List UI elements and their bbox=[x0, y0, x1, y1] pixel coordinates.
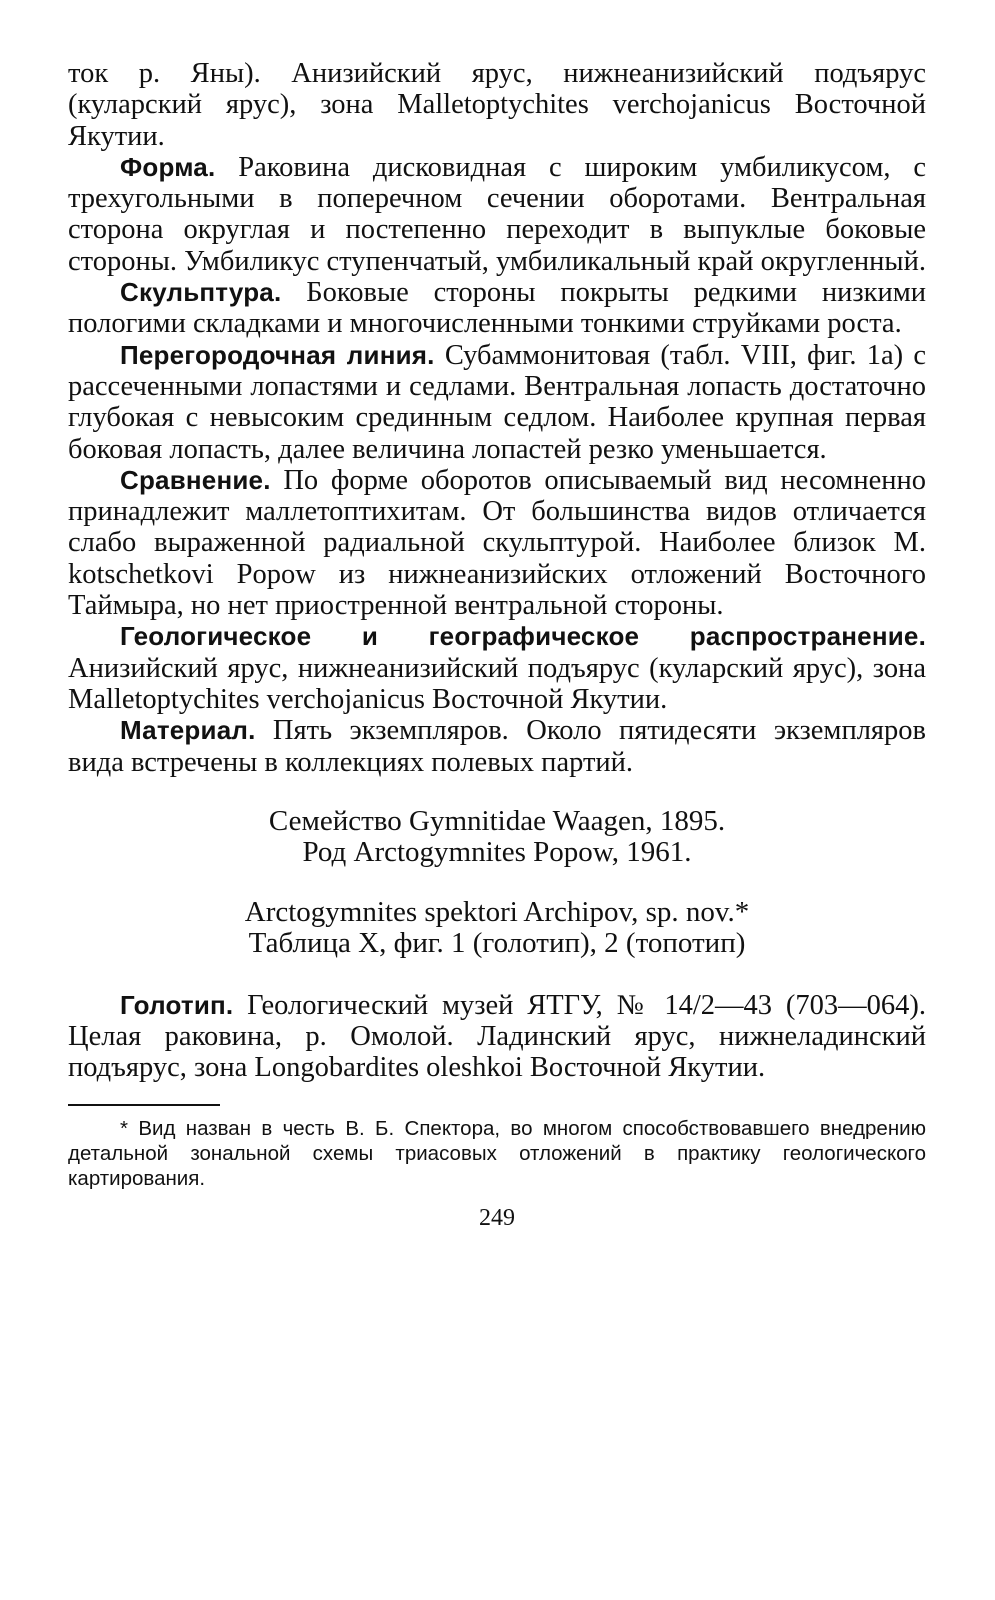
shape-heading: Форма. bbox=[120, 151, 216, 182]
suture-line-text: Субаммонитовая (табл. VIII, фиг. 1а) с рассеченными лопастями и седлами. Вентральная лопасть достаточно глубокая с невысоким срединным седлом. Наиболее крупная первая боковая лопасть, далее величина лопастей резко уменьшается. bbox=[68, 339, 927, 465]
plate-reference: Таблица X, фиг. 1 (голотип), 2 (топотип) bbox=[248, 927, 746, 960]
intro-paragraph: ток р. Яны). Анизийский ярус, нижнеанизийский подъярус (куларский ярус), зона Malletoptychites verchojanicus Восточной Якутии. bbox=[68, 58, 926, 152]
suture-line-heading: Перегородочная линия. bbox=[120, 339, 435, 370]
footnote: * Вид назван в честь В. Б. Спектора, во многом способствовавшего внедрению детальной зональной схемы триасовых отложений в практику геологического картирования. bbox=[68, 1116, 926, 1190]
page-number: 249 bbox=[479, 1204, 515, 1231]
species-title: Arctogymnites spektori Archipov, sp. nov.* bbox=[244, 895, 750, 928]
comparison-text: По форме оборотов описываемый вид несомненно принадлежит маллетоптихитам. От большинства видов отличается слабо выраженной радиальной скульптурой. Наиболее близок M. kotschetkovi Popow из нижнеанизийских отложений Восточного Таймыра, но нет приостренной вентральной стороны. bbox=[68, 464, 926, 622]
sculpture-heading: Скульптура. bbox=[120, 277, 282, 308]
material-paragraph bbox=[68, 715, 926, 778]
footnote-divider bbox=[68, 1104, 220, 1106]
holotype-text: Геологический музей ЯТГУ, № 14/2—43 (703—064). Целая раковина, р. Омолой. Ладинский ярус, нижнеладинский подъярус, зона Longobardites oleshkoi Восточной Якутии. bbox=[68, 989, 926, 1084]
distribution-paragraph bbox=[68, 621, 926, 715]
distribution-heading: Геологическое и географическое распространение. bbox=[120, 621, 926, 652]
shape-text: Раковина дисковидная с широким умбиликусом, с трехугольными в поперечном сечении оборотами. Вентральная сторона округлая и постепенно переходит в выпуклые боковые стороны. Умбиликус ступенчатый, умбиликальный край округленный. bbox=[68, 151, 926, 277]
genus-title: Род Arctogymnites Popow, 1961. bbox=[302, 836, 692, 869]
distribution-text: Анизийский ярус, нижнеанизийский подъярус (куларский ярус), зона Malletoptychites verchojanicus Восточной Якутии. bbox=[68, 652, 926, 715]
family-title: Семейство Gymnitidae Waagen, 1895. bbox=[268, 804, 726, 837]
comparison-paragraph bbox=[68, 465, 926, 621]
material-text: Пять экземпляров. Около пятидесяти экземпляров вида встречены в коллекциях полевых партий. bbox=[68, 715, 926, 778]
sculpture-text: Боковые стороны покрыты редкими низкими пологими складками и многочисленными тонкими струйками роста. bbox=[68, 277, 926, 340]
holotype-paragraph bbox=[68, 990, 926, 1084]
sculpture-paragraph bbox=[68, 277, 926, 340]
suture-line-paragraph bbox=[68, 340, 926, 465]
document-page bbox=[68, 58, 926, 1232]
holotype-heading: Голотип. bbox=[120, 989, 234, 1020]
shape-paragraph bbox=[68, 152, 926, 277]
material-heading: Материал. bbox=[120, 715, 256, 746]
comparison-heading: Сравнение. bbox=[120, 464, 271, 495]
